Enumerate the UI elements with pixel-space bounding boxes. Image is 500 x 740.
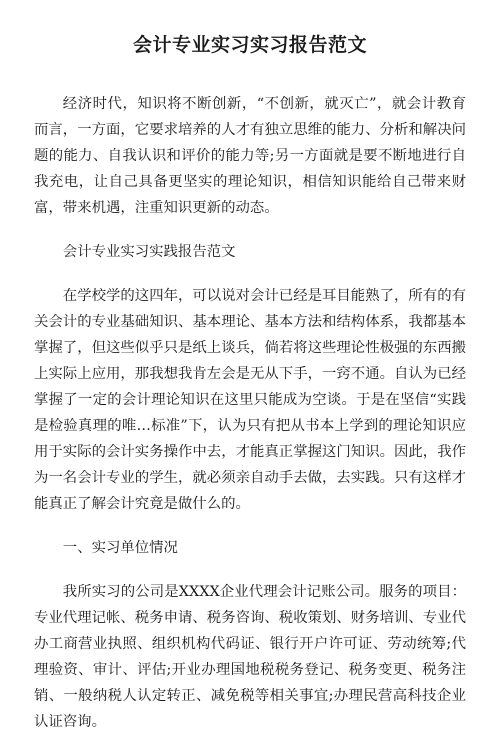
intro-paragraph: 经济时代，知识将不断创新，“不创新，就灭亡”，就会计教育而言，一方面，它要求培养的人才有独立思维的能力、分析和解决问题的能力、自我认识和评价的能力等;另一方面就是要不断地进行自我充电，让自己具备更坚实的理论知识，相信知识能给自己带来财富，带来机遇，注重知识更新的动态。: [34, 96, 466, 216]
subtitle-heading: 会计专业实习实践报告范文: [62, 244, 236, 260]
section-paragraph-1: 我所实习的公司是XXXX企业代理会计记账公司。服务的项目：专业代理记帐、税务申请、税务咨询、税收策划、财务培训、专业代办工商营业执照、组织机构代码证、银行开户许可证、劳动统筹;代理验资、审计、评估;开业办理国地税税务登记、税务变更、税务注销、一般纳税人认定转正、减免税等相关事宜;办理民营高科技企业认证咨询。: [34, 584, 466, 730]
section-heading-1: 一、实习单位情况: [62, 540, 178, 556]
body-paragraph: 在学校学的这四年，可以说对会计已经是耳目能熟了，所有的有关会计的专业基础知识、基本理论、基本方法和结构体系，我都基本掌握了，但这些似乎只是纸上谈兵，倘若将这些理论性极强的东西搬上实际上应用，那我想我肯左会是无从下手，一窍不通。自认为已经掌握了一定的会计理论知识在这里只能成为空谈。于是在坚信“实践是检验真理的唯…标准”下，认为只有把从书本上学到的理论知识应用于实际的会计实务操作中去，才能真正掌握这门知识。因此，我作为一名会计专业的学生，就必须亲自动手去做，去实践。只有这样才能真正了解会计究竟是做什么的。: [34, 288, 466, 512]
document-title: 会计专业实习实习报告范文: [132, 34, 367, 56]
